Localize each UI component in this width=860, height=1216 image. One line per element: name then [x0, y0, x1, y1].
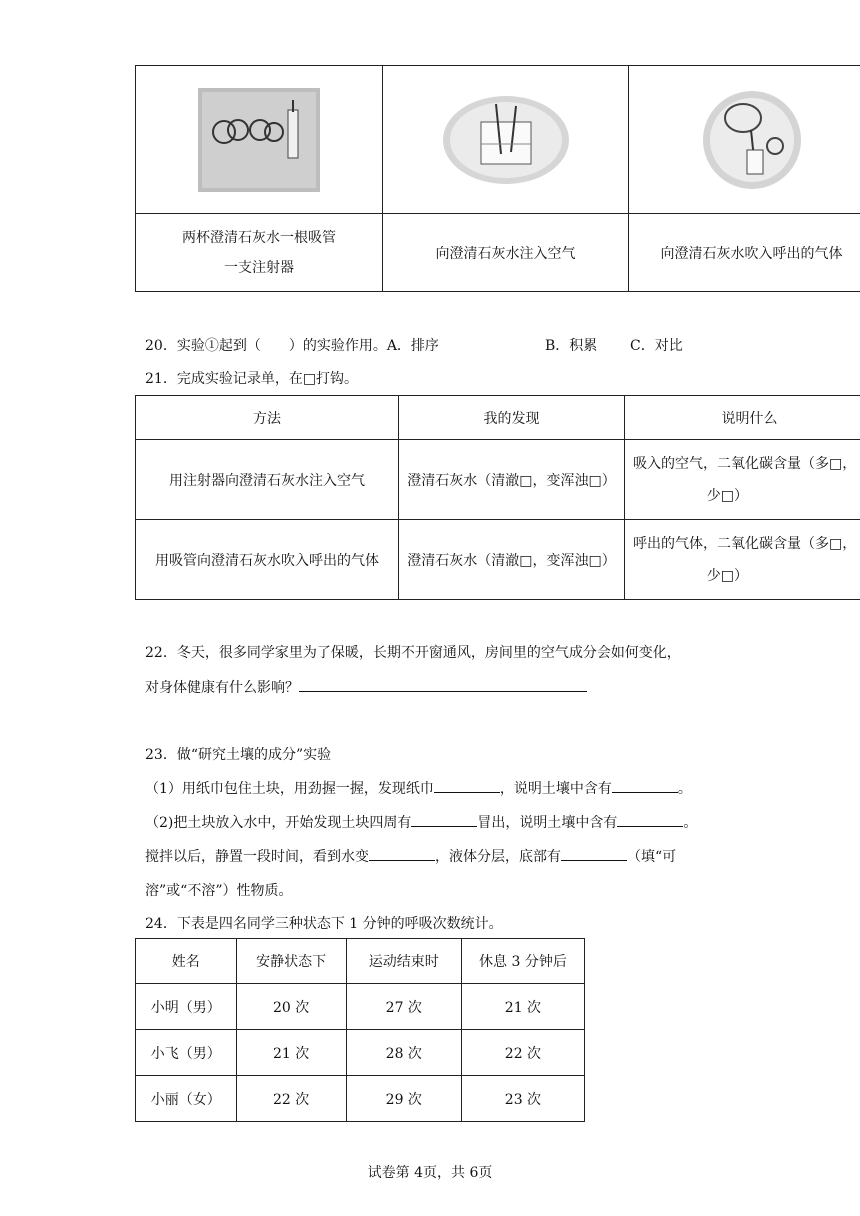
text: 搅拌以后，静置一段时间，看到水变 — [145, 849, 369, 865]
experiment-image-cell-2 — [383, 66, 629, 214]
record-finding-1[interactable]: 澄清石灰水（清澈□，变浑浊□） — [398, 440, 624, 520]
text: 。 — [683, 815, 698, 831]
question-20-text: 20．实验①起到（ ）的实验作用。A．排序 — [145, 338, 439, 354]
table-cell: 小明（男） — [136, 984, 237, 1030]
question-21-text: 21．完成实验记录单，在□打钩。 — [145, 371, 359, 387]
record-header-meaning: 说明什么 — [625, 396, 860, 440]
breathing-table — [135, 938, 585, 1122]
meaning-line: 呼出的气体，二氧化碳含量（多□， — [633, 535, 857, 552]
text: （2)把土块放入水中，开始发现土块四周有 — [145, 815, 412, 831]
table-row — [136, 1076, 585, 1122]
question-23-part1 — [145, 778, 692, 798]
experiment-caption-3 — [629, 214, 860, 292]
experiment-caption-2 — [383, 214, 629, 292]
blowing-breath-image — [693, 90, 811, 190]
question-23-part3 — [145, 846, 676, 866]
table-cell: 22 次 — [236, 1076, 346, 1122]
breathing-header-recover: 休息 3 分钟后 — [461, 939, 584, 984]
question-22-line1: 22．冬天，很多同学家里为了保暖，长期不开窗通风，房间里的空气成分会如何变化， — [145, 645, 681, 661]
text: 。 — [677, 781, 692, 797]
breathing-header-exercise: 运动结束时 — [346, 939, 461, 984]
table-cell: 28 次 — [346, 1030, 461, 1076]
question-22-prompt: 对身体健康有什么影响？ — [145, 680, 299, 696]
experiment-caption-1 — [136, 214, 383, 292]
experiment-image-cell-3 — [629, 66, 860, 214]
text: ，液体分层，底部有 — [435, 849, 561, 865]
text: 冒出，说明土壤中含有 — [477, 815, 618, 831]
record-meaning-1[interactable] — [625, 440, 860, 520]
table-cell: 29 次 — [346, 1076, 461, 1122]
question-23-part4: 溶”或“不溶”）性物质。 — [145, 883, 293, 899]
answer-blank[interactable] — [434, 778, 500, 793]
record-method-2: 用吸管向澄清石灰水吹入呼出的气体 — [136, 520, 399, 600]
table-cell: 22 次 — [461, 1030, 584, 1076]
question-24-text: 24．下表是四名同学三种状态下 1 分钟的呼吸次数统计。 — [145, 916, 503, 932]
table-cell: 小丽（女） — [136, 1076, 237, 1122]
table-cell: 27 次 — [346, 984, 461, 1030]
option-c: C．对比 — [630, 338, 683, 354]
injecting-air-image — [441, 94, 571, 186]
caption-line: 向澄清石灰水注入空气 — [435, 245, 576, 262]
question-23-part2 — [145, 812, 697, 832]
record-method-1: 用注射器向澄清石灰水注入空气 — [136, 440, 399, 520]
record-meaning-2[interactable] — [625, 520, 860, 600]
record-header-finding: 我的发现 — [398, 396, 624, 440]
table-cell: 21 次 — [236, 1030, 346, 1076]
table-row — [136, 1030, 585, 1076]
answer-blank[interactable] — [369, 846, 435, 861]
answer-blank[interactable] — [561, 846, 627, 861]
answer-blank[interactable] — [612, 778, 678, 793]
experiment-image-cell-1 — [136, 66, 383, 214]
meaning-line: 少□） — [706, 567, 748, 584]
caption-line: 两杯澄清石灰水一根吸管 — [182, 229, 336, 246]
record-table — [135, 395, 860, 600]
record-header-method: 方法 — [136, 396, 399, 440]
option-b: B．积累 — [545, 338, 598, 354]
record-finding-2[interactable]: 澄清石灰水（清澈□，变浑浊□） — [398, 520, 624, 600]
page-footer: 试卷第 4页，共 6页 — [367, 1165, 493, 1181]
table-row — [136, 984, 585, 1030]
question-22-line2 — [145, 677, 587, 697]
text: （填“可 — [627, 849, 677, 865]
answer-blank[interactable] — [411, 812, 477, 827]
caption-line: 一支注射器 — [224, 259, 294, 276]
meaning-line: 吸入的空气，二氧化碳含量（多□， — [633, 455, 857, 472]
text: （1）用纸巾包住土块，用劲握一握，发现纸巾 — [145, 781, 434, 797]
text: ，说明土壤中含有 — [499, 781, 612, 797]
question-23-title: 23．做“研究土壤的成分”实验 — [145, 747, 332, 763]
table-cell: 20 次 — [236, 984, 346, 1030]
caption-line: 向澄清石灰水吹入呼出的气体 — [660, 245, 843, 262]
breathing-header-rest: 安静状态下 — [236, 939, 346, 984]
breathing-header-name: 姓名 — [136, 939, 237, 984]
limewater-cups-syringe-image — [196, 84, 322, 196]
table-cell: 21 次 — [461, 984, 584, 1030]
experiment-table — [135, 65, 860, 292]
question-20 — [145, 335, 683, 355]
meaning-line: 少□） — [706, 487, 748, 504]
answer-blank[interactable] — [617, 812, 683, 827]
table-cell: 23 次 — [461, 1076, 584, 1122]
table-cell: 小飞（男） — [136, 1030, 237, 1076]
answer-blank[interactable] — [299, 677, 587, 692]
